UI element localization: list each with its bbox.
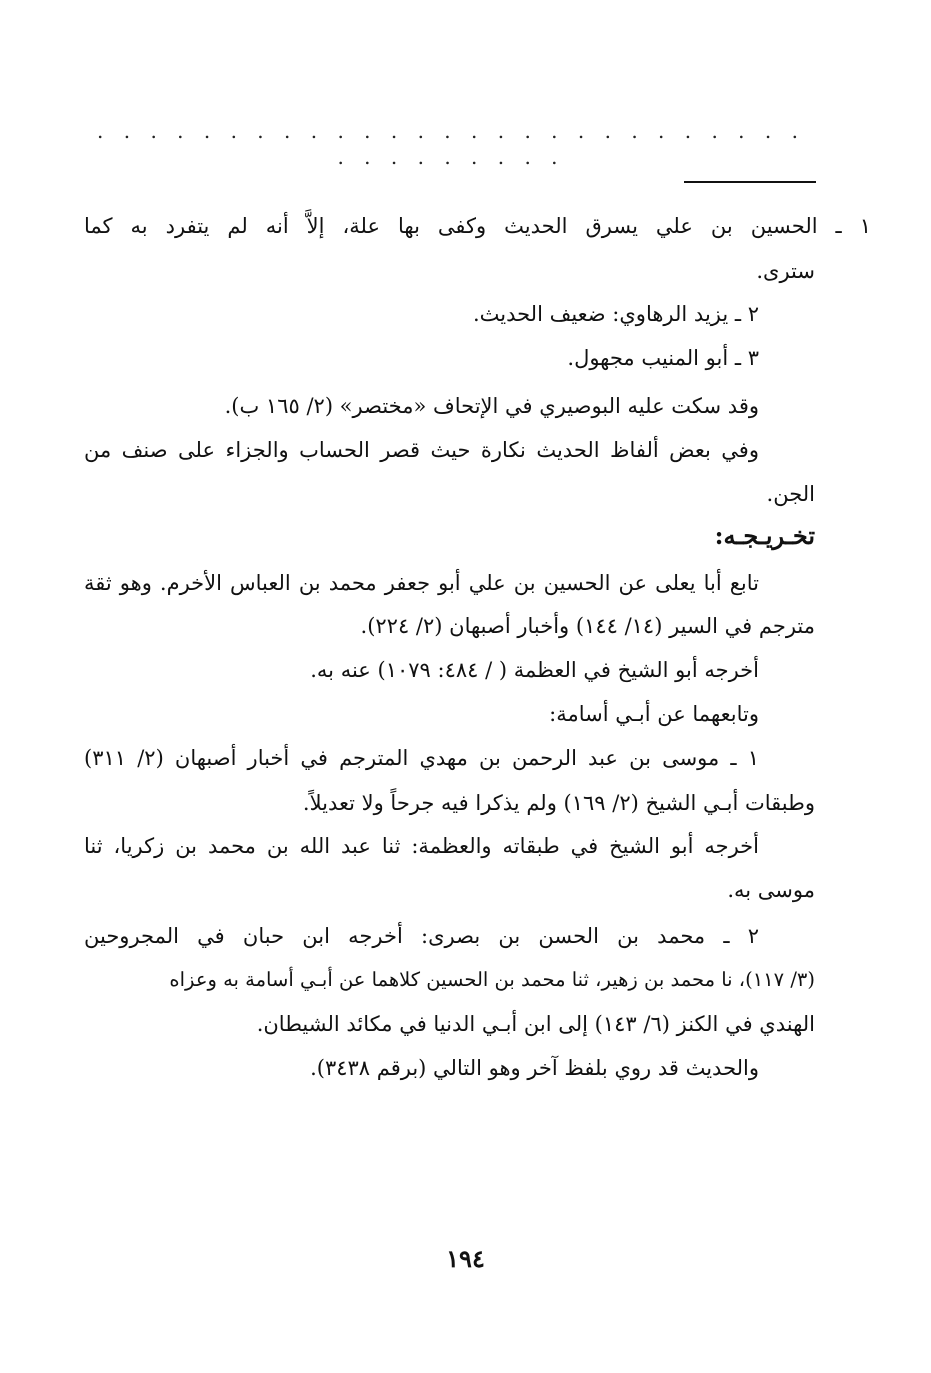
- text-line: سترى.: [756, 259, 815, 283]
- text-line: وطبقات أبـي الشيخ (٢/ ١٦٩) ولم يذكرا فيه جرحاً ولا تعديلاً.: [302, 791, 815, 815]
- text-line: أخرجه أبو الشيخ في العظمة ( / ٤٨٤: ١٠٧٩) عنه به.: [310, 658, 759, 682]
- text-line: أخرجه أبو الشيخ في طبقاته والعظمة: ثنا عبد الله بن محمد بن زكريا، ثنا: [84, 834, 759, 858]
- text-line: (٣/ ١١٧)، نا محمد بن زهير، ثنا محمد بن الحسين كلاهما عن أبـي أسامة به وعزاه: [169, 968, 815, 991]
- text-line: ١ ـ الحسين بن علي يسرق الحديث وكفى بها علة، إلاَّ أنه لم يتفرد به كما: [84, 214, 871, 238]
- text-line: الجن.: [766, 482, 815, 506]
- page-number: ١٩٤: [446, 1244, 485, 1273]
- text-line: ٢ ـ محمد بن الحسن بن بصرى: أخرجه ابن حبان في المجروحين: [84, 924, 759, 948]
- text-line: والحديث قد روي بلفظ آخر وهو التالي (برقم ٣٤٣٨).: [310, 1056, 759, 1080]
- text-line: تابع أبا يعلى عن الحسين بن علي أبو جعفر محمد بن العباس الأخرم. وهو ثقة: [84, 571, 759, 595]
- text-line: موسى به.: [727, 878, 815, 902]
- text-line: وفي بعض ألفاظ الحديث نكارة حيث قصر الحساب والجزاء على صنف من: [84, 438, 759, 462]
- footnote-rule: [684, 181, 816, 183]
- section-heading: تخـريـجـه:: [714, 521, 815, 550]
- text-line: ٢ ـ يزيد الرهاوي: ضعيف الحديث.: [472, 302, 759, 326]
- text-line: ١ ـ موسى بن عبد الرحمن بن مهدي المترجم في أخبار أصبهان (٢/ ٣١١): [84, 746, 759, 770]
- text-line: ٣ ـ أبو المنيب مجهول.: [567, 346, 759, 370]
- dotted-separator: . . . . . . . . . . . . . . . . . . . . . . . . . . . . . . . . . . . .: [97, 119, 805, 169]
- text-line: الهندي في الكنز (٦/ ١٤٣) إلى ابن أبـي الدنيا في مكائد الشيطان.: [256, 1012, 815, 1036]
- text-line: وقد سكت عليه البوصيري في الإتحاف «مختصر» (٢/ ١٦٥ ب).: [224, 394, 759, 418]
- text-line: مترجم في السير (١٤/ ١٤٤) وأخبار أصبهان (٢/ ٢٢٤).: [360, 614, 815, 638]
- text-line: وتابعهما عن أبـي أسامة:: [549, 702, 759, 726]
